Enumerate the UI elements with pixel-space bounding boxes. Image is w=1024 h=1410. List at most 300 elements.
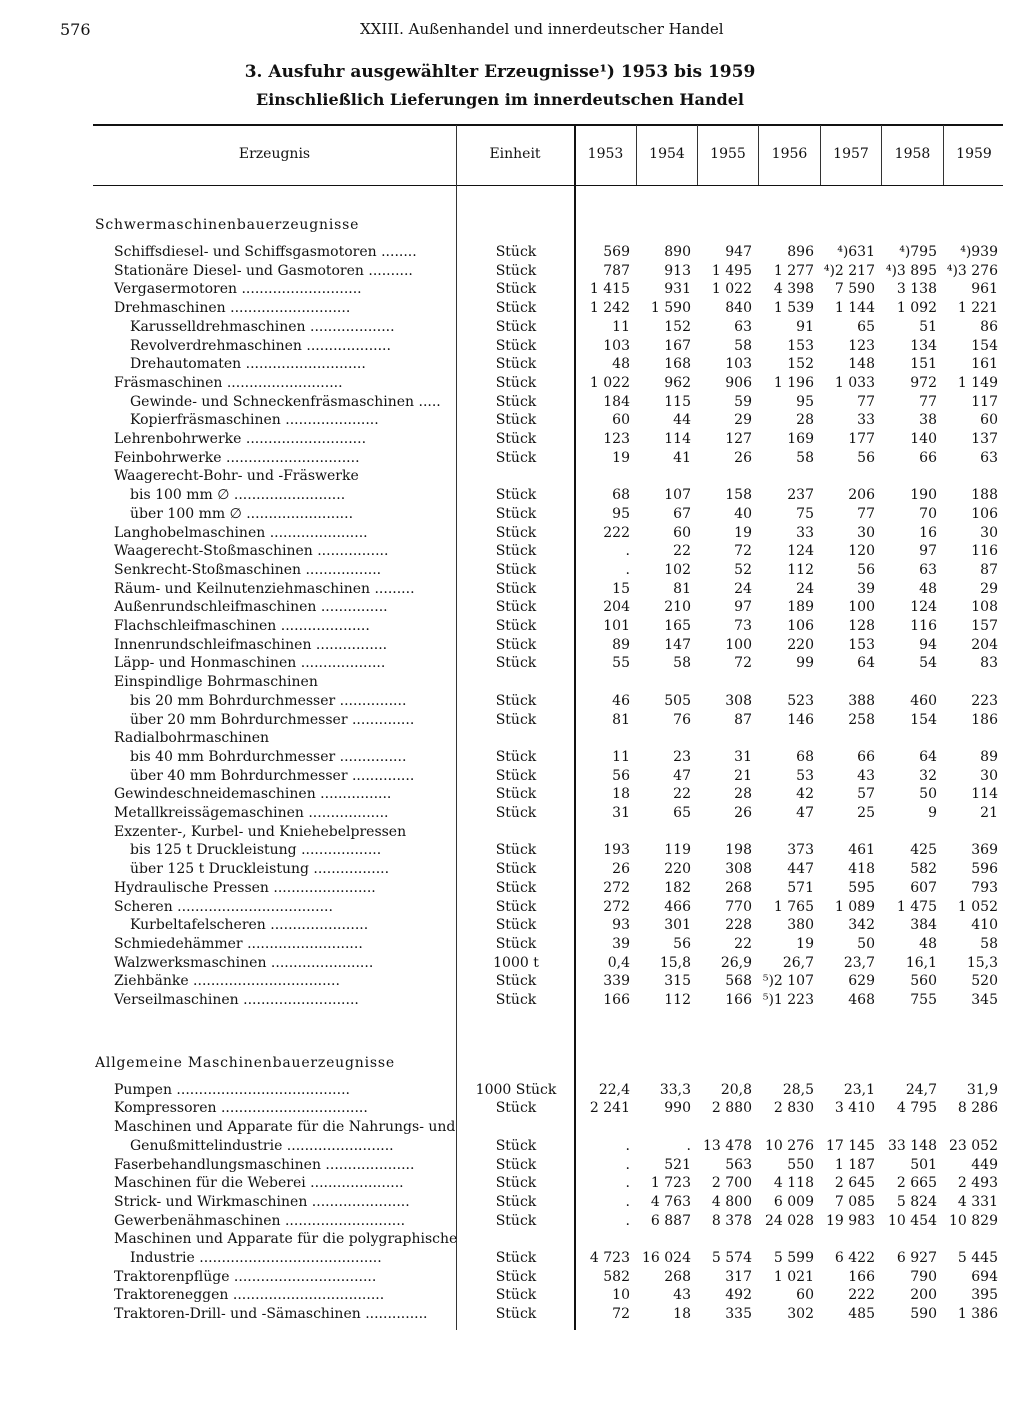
value-cell-1953: 22,4 [598, 1081, 630, 1098]
value-cell-1958: 384 [910, 917, 937, 934]
product-label: Schiffsdiesel- und Schiffsgasmotoren ........ [114, 244, 417, 260]
value-cell-1953: 222 [603, 524, 630, 541]
value-cell-1959: 223 [971, 692, 998, 709]
table-row [0, 1082, 1024, 1101]
value-cell-1953: 2 241 [589, 1100, 630, 1117]
unit-cell: Stück [495, 449, 537, 466]
value-cell-1956: 112 [787, 561, 814, 578]
value-cell-1957: 1 089 [834, 898, 875, 915]
product-label: Walzwerksmaschinen ....................... [114, 954, 374, 971]
unit-cell: Stück [495, 1268, 537, 1285]
product-label: Gewerbenähmaschinen ........................... [114, 1212, 406, 1229]
value-cell-1953: 81 [612, 711, 630, 728]
value-cell-1958: 154 [910, 711, 937, 728]
unit-cell: Stück [495, 1287, 537, 1304]
value-cell-1955: 1 495 [711, 262, 752, 279]
value-cell-1955: 492 [725, 1287, 752, 1304]
value-cell-1956: 99 [796, 655, 814, 672]
unit-cell: Stück [495, 1250, 537, 1266]
value-cell-1959: 1 386 [957, 1306, 998, 1323]
value-cell-1957: 1 144 [834, 300, 875, 317]
value-cell-1958: 16 [919, 524, 937, 541]
value-cell-1958: 755 [910, 992, 937, 1008]
unit-cell: Stück [495, 917, 537, 934]
value-cell-1954: 112 [664, 992, 691, 1008]
value-cell-1958: 32 [919, 767, 937, 784]
value-cell-1956: 152 [787, 356, 814, 373]
value-cell-1954: 115 [664, 393, 691, 410]
value-cell-1956: 220 [787, 636, 814, 653]
value-cell-1957: 23,7 [843, 954, 875, 971]
value-cell-1959: 410 [971, 917, 998, 934]
value-cell-1956: 1 277 [773, 262, 814, 279]
value-cell-1956: 169 [787, 431, 814, 447]
value-cell-1959: 8 286 [957, 1100, 998, 1117]
value-cell-1955: 103 [725, 356, 752, 373]
value-cell-1958: 560 [910, 973, 937, 990]
value-cell-1957: 33 [857, 412, 875, 429]
value-cell-1955: 26,9 [720, 954, 752, 971]
value-cell-1955: 40 [734, 505, 752, 522]
product-label: über 100 mm ∅ ........................ [130, 505, 354, 522]
value-cell-1955: 52 [734, 561, 752, 578]
value-cell-1953: 123 [603, 431, 630, 447]
value-cell-1957: 418 [848, 861, 875, 878]
value-cell-1956: 1 765 [773, 898, 814, 915]
section-heading: Allgemeine Maschinenbauerzeugnisse [95, 1054, 395, 1071]
value-cell-1957: 30 [857, 524, 875, 541]
unit-cell: Stück [495, 318, 537, 335]
table-row [0, 637, 1024, 656]
header-year: 1957 [833, 146, 869, 162]
value-cell-1953: 89 [612, 636, 630, 653]
value-cell-1959: 449 [971, 1156, 998, 1173]
value-cell-1955: 308 [725, 692, 752, 709]
value-cell-1955: 308 [725, 861, 752, 878]
value-cell-1957: 1 187 [834, 1156, 875, 1173]
value-cell-1957: 595 [848, 879, 875, 896]
value-cell-1957: 6 422 [834, 1250, 875, 1266]
value-cell-1958: 2 665 [896, 1175, 937, 1192]
value-cell-1954: 18 [673, 1306, 691, 1323]
value-cell-1959: 10 829 [949, 1212, 998, 1229]
value-cell-1957: 43 [857, 767, 875, 784]
value-cell-1959: 961 [971, 281, 998, 298]
table-row [0, 581, 1024, 600]
value-cell-1955: 2 700 [711, 1175, 752, 1192]
value-cell-1958: ⁴)3 895 [885, 262, 937, 279]
unit-cell: Stück [495, 898, 537, 915]
value-cell-1956: 24 028 [765, 1212, 814, 1229]
value-cell-1954: 44 [673, 412, 691, 429]
unit-cell: Stück [495, 842, 537, 859]
product-label: Feinbohrwerke .............................. [114, 449, 360, 466]
value-cell-1957: 39 [857, 580, 875, 597]
value-cell-1955: 21 [734, 767, 752, 784]
value-cell-1959: 1 149 [957, 374, 998, 391]
value-cell-1954: 931 [664, 281, 691, 298]
value-cell-1953: 103 [603, 337, 630, 354]
value-cell-1959: 137 [971, 431, 998, 447]
value-cell-1958: 10 454 [888, 1212, 937, 1229]
value-cell-1958: 790 [910, 1268, 937, 1285]
table-row [0, 300, 1024, 319]
value-cell-1958: 134 [910, 337, 937, 354]
value-cell-1955: 58 [734, 337, 752, 354]
page-number: 576 [60, 20, 91, 39]
value-cell-1959: 154 [971, 337, 998, 354]
unit-cell: Stück [495, 879, 537, 896]
value-cell-1953: 11 [612, 318, 630, 335]
value-cell-1954: 56 [673, 935, 691, 952]
value-cell-1953: 39 [612, 935, 630, 952]
product-label: Senkrecht-Stoßmaschinen ................. [114, 561, 382, 578]
value-cell-1959: 1 221 [957, 300, 998, 317]
table-row [0, 955, 1024, 974]
unit-cell: Stück [495, 1306, 537, 1323]
unit-cell: Stück [495, 1156, 537, 1173]
value-cell-1956: 26,7 [782, 954, 814, 971]
value-cell-1959: 116 [971, 543, 998, 560]
value-cell-1953: 55 [612, 655, 630, 672]
value-cell-1956: 237 [787, 487, 814, 504]
value-cell-1954: 168 [664, 356, 691, 373]
value-cell-1958: 70 [919, 505, 937, 522]
value-cell-1955: 335 [725, 1306, 752, 1323]
value-cell-1959: 2 493 [957, 1175, 998, 1192]
value-cell-1959: 369 [971, 842, 998, 859]
value-cell-1957: 342 [848, 917, 875, 934]
unit-cell: Stück [495, 711, 537, 728]
header-year: 1955 [710, 146, 746, 162]
table-row [0, 618, 1024, 637]
value-cell-1955: 166 [725, 992, 752, 1008]
value-cell-1959: 89 [980, 748, 998, 765]
value-cell-1953: . [625, 1137, 630, 1154]
value-cell-1954: 301 [664, 917, 691, 934]
product-label: Gewinde- und Schneckenfräsmaschinen ..... [130, 393, 441, 410]
product-label: Einspindlige Bohrmaschinen [114, 674, 318, 691]
section-heading-row [0, 1055, 1024, 1074]
value-cell-1955: 24 [734, 580, 752, 597]
value-cell-1959: 83 [980, 655, 998, 672]
value-cell-1957: 485 [848, 1306, 875, 1323]
product-label: Läpp- und Honmaschinen ................... [114, 655, 386, 672]
value-cell-1954: 220 [664, 861, 691, 878]
value-cell-1955: 127 [725, 431, 752, 447]
value-cell-1957: 258 [848, 711, 875, 728]
value-cell-1959: 31,9 [966, 1081, 998, 1098]
value-cell-1959: 345 [971, 992, 998, 1008]
value-cell-1958: 607 [910, 879, 937, 896]
product-label: Revolverdrehmaschinen ................... [130, 337, 391, 354]
value-cell-1956: 91 [796, 318, 814, 335]
value-cell-1956: 106 [787, 618, 814, 634]
value-cell-1953: 19 [612, 449, 630, 466]
table-row [0, 525, 1024, 544]
value-cell-1954: 67 [673, 505, 691, 522]
value-cell-1958: 66 [919, 449, 937, 466]
value-cell-1958: 5 824 [896, 1193, 937, 1210]
value-cell-1953: 46 [612, 692, 630, 709]
value-cell-1957: 1 033 [834, 374, 875, 391]
unit-cell: Stück [495, 300, 537, 317]
value-cell-1955: 29 [734, 412, 752, 429]
value-cell-1957: 100 [848, 599, 875, 616]
value-cell-1957: 206 [848, 487, 875, 504]
table-row [0, 543, 1024, 562]
value-cell-1955: 22 [734, 935, 752, 952]
value-cell-1953: 166 [603, 992, 630, 1008]
table-row [0, 281, 1024, 300]
value-cell-1956: 58 [796, 449, 814, 466]
value-cell-1959: 106 [971, 505, 998, 522]
value-cell-1957: ⁴)631 [837, 244, 875, 260]
value-cell-1957: 56 [857, 449, 875, 466]
table-row [0, 674, 1024, 693]
value-cell-1957: 19 983 [826, 1212, 875, 1229]
header-year: 1958 [894, 146, 931, 162]
value-cell-1957: 50 [857, 935, 875, 952]
value-cell-1954: 962 [664, 374, 691, 391]
value-cell-1957: 56 [857, 561, 875, 578]
value-cell-1956: 75 [796, 505, 814, 522]
value-cell-1957: 148 [848, 356, 875, 373]
table-row [0, 1231, 1024, 1250]
value-cell-1957: 153 [848, 636, 875, 653]
value-cell-1959: 86 [980, 318, 998, 335]
value-cell-1955: 73 [734, 618, 752, 634]
value-cell-1955: 228 [725, 917, 752, 934]
value-cell-1959: 117 [971, 393, 998, 410]
product-label: Traktorenpflüge ................................ [114, 1268, 377, 1285]
product-label: Hydraulische Pressen ....................... [114, 879, 376, 896]
unit-cell: Stück [495, 1212, 537, 1229]
table-row [0, 375, 1024, 394]
value-cell-1957: 7 590 [834, 281, 875, 298]
value-cell-1954: 22 [673, 786, 691, 803]
value-cell-1955: 1 022 [711, 281, 752, 298]
value-cell-1956: 153 [787, 337, 814, 354]
value-cell-1955: 770 [725, 898, 752, 915]
product-label: Kompressoren ................................. [114, 1100, 368, 1117]
value-cell-1953: 184 [603, 393, 630, 410]
value-cell-1954: 16 024 [642, 1250, 691, 1266]
header-year: 1953 [587, 146, 624, 162]
value-cell-1958: 3 138 [896, 281, 937, 298]
value-cell-1956: 1 539 [773, 300, 814, 317]
value-cell-1954: 22 [673, 543, 691, 560]
value-cell-1957: 7 085 [834, 1193, 875, 1210]
product-label: Pumpen ....................................... [114, 1081, 350, 1098]
value-cell-1956: 550 [787, 1156, 814, 1173]
value-cell-1959: 694 [971, 1268, 998, 1285]
table-row [0, 861, 1024, 880]
value-cell-1959: 1 052 [957, 898, 998, 915]
value-cell-1957: 57 [857, 786, 875, 803]
value-cell-1958: 582 [910, 861, 937, 878]
unit-cell: Stück [495, 412, 537, 429]
product-label: Verseilmaschinen .......................... [114, 992, 359, 1008]
value-cell-1957: 64 [857, 655, 875, 672]
value-cell-1959: 58 [980, 935, 998, 952]
product-label: Fräsmaschinen .......................... [114, 374, 343, 391]
header-year: 1959 [956, 146, 992, 162]
value-cell-1959: 30 [980, 524, 998, 541]
value-cell-1959: 596 [971, 861, 998, 878]
value-cell-1958: 460 [910, 692, 937, 709]
value-cell-1955: 72 [734, 655, 752, 672]
table-title: 3. Ausfuhr ausgewählter Erzeugnisse¹) 1953 bis 1959 [244, 62, 756, 82]
value-cell-1953: 4 723 [589, 1250, 630, 1266]
value-cell-1954: 268 [664, 1268, 691, 1285]
value-cell-1959: 108 [971, 599, 998, 616]
value-cell-1959: 15,3 [966, 954, 998, 971]
value-cell-1955: 63 [734, 318, 752, 335]
table-row [0, 992, 1024, 1011]
product-label: Exzenter-, Kurbel- und Kniehebelpressen [114, 823, 407, 840]
value-cell-1954: 4 763 [650, 1193, 691, 1210]
value-cell-1958: 151 [910, 356, 937, 373]
value-cell-1955: 20,8 [720, 1081, 752, 1098]
unit-cell: Stück [495, 262, 537, 279]
table-row [0, 1157, 1024, 1176]
table-row [0, 824, 1024, 843]
value-cell-1953: . [625, 561, 630, 578]
table-row [0, 356, 1024, 375]
table-row [0, 899, 1024, 918]
value-cell-1958: 1 092 [896, 300, 937, 317]
value-cell-1958: 50 [919, 786, 937, 803]
value-cell-1959: 87 [980, 561, 998, 578]
value-cell-1956: 95 [796, 393, 814, 410]
unit-cell: Stück [495, 431, 537, 447]
unit-cell: Stück [495, 599, 537, 616]
value-cell-1958: 38 [919, 412, 937, 429]
table-row [0, 693, 1024, 712]
table-row [0, 468, 1024, 487]
table-row [0, 786, 1024, 805]
value-cell-1955: 31 [734, 748, 752, 765]
value-cell-1953: 204 [603, 599, 630, 616]
value-cell-1954: 65 [673, 805, 691, 821]
product-label: über 40 mm Bohrdurchmesser .............. [130, 767, 415, 784]
value-cell-1956: 896 [787, 244, 814, 260]
product-label: bis 125 t Druckleistung .................. [130, 842, 382, 859]
value-cell-1959: ⁴)939 [960, 244, 998, 260]
value-cell-1955: 568 [725, 973, 752, 990]
value-cell-1953: 569 [603, 244, 630, 260]
table-row [0, 805, 1024, 824]
product-label: bis 20 mm Bohrdurchmesser ............... [130, 692, 407, 709]
unit-cell: Stück [495, 935, 537, 952]
product-label: Maschinen und Apparate für die polygraphische [114, 1231, 458, 1248]
value-cell-1953: 48 [612, 356, 630, 373]
value-cell-1958: 9 [928, 805, 937, 821]
value-cell-1953: 787 [603, 262, 630, 279]
value-cell-1957: 65 [857, 318, 875, 335]
value-cell-1955: 26 [734, 449, 752, 466]
value-cell-1953: 15 [612, 580, 630, 597]
value-cell-1957: 17 145 [826, 1137, 875, 1154]
table-row [0, 244, 1024, 263]
product-label: Genußmittelindustrie ........................ [130, 1137, 394, 1154]
value-cell-1953: 72 [612, 1306, 630, 1323]
product-label: über 20 mm Bohrdurchmesser .............. [130, 711, 415, 728]
value-cell-1955: 268 [725, 879, 752, 896]
unit-cell: Stück [495, 636, 537, 653]
value-cell-1956: 4 398 [773, 281, 814, 298]
value-cell-1957: 120 [848, 543, 875, 560]
value-cell-1953: 10 [612, 1287, 630, 1304]
value-cell-1958: 77 [919, 393, 937, 410]
unit-cell: Stück [495, 655, 537, 672]
value-cell-1954: 505 [664, 692, 691, 709]
product-label: Traktoren-Drill- und -Sämaschinen .............. [114, 1306, 428, 1323]
value-cell-1953: 60 [612, 412, 630, 429]
value-cell-1958: 48 [919, 580, 937, 597]
value-cell-1953: 1 022 [589, 374, 630, 391]
product-label: bis 40 mm Bohrdurchmesser ............... [130, 748, 407, 765]
value-cell-1959: 23 052 [949, 1137, 998, 1154]
value-cell-1958: 51 [919, 318, 937, 335]
unit-cell: 1000 Stück [475, 1081, 557, 1098]
product-label: Kurbeltafelscheren ...................... [130, 917, 369, 934]
value-cell-1956: 380 [787, 917, 814, 934]
value-cell-1953: 339 [603, 973, 630, 990]
table-row [0, 319, 1024, 338]
product-label: Karusselldrehmaschinen ................... [130, 318, 395, 335]
value-cell-1959: 114 [971, 786, 998, 803]
value-cell-1954: 466 [664, 898, 691, 915]
header-year: 1956 [771, 146, 808, 162]
value-cell-1958: 1 475 [896, 898, 937, 915]
product-label: Kopierfräsmaschinen ..................... [130, 412, 379, 429]
value-cell-1957: 25 [857, 805, 875, 821]
section-title: XXIII. Außenhandel und innerdeutscher Handel [360, 20, 724, 38]
value-cell-1957: 128 [848, 618, 875, 634]
product-label: Langhobelmaschinen ...................... [114, 524, 368, 541]
value-cell-1953: . [625, 543, 630, 560]
unit-cell: Stück [495, 393, 537, 410]
product-label: Drehautomaten ........................... [130, 356, 366, 373]
value-cell-1955: 72 [734, 543, 752, 560]
value-cell-1956: 47 [796, 805, 814, 821]
unit-cell: Stück [495, 805, 537, 821]
product-label: Stationäre Diesel- und Gasmotoren .......... [114, 262, 413, 279]
unit-cell: Stück [495, 786, 537, 803]
value-cell-1957: 23,1 [843, 1081, 875, 1098]
value-cell-1959: ⁴)3 276 [946, 262, 998, 279]
unit-cell: Stück [495, 1137, 537, 1154]
value-cell-1956: 42 [796, 786, 814, 803]
value-cell-1953: 31 [612, 805, 630, 821]
product-label: Schmiedehämmer .......................... [114, 935, 363, 952]
unit-cell: Stück [495, 861, 537, 878]
value-cell-1954: 107 [664, 487, 691, 504]
value-cell-1955: 26 [734, 805, 752, 821]
value-cell-1954: 47 [673, 767, 691, 784]
value-cell-1958: 200 [910, 1287, 937, 1304]
value-cell-1959: 793 [971, 879, 998, 896]
value-cell-1956: 1 021 [773, 1268, 814, 1285]
value-cell-1953: 101 [603, 618, 630, 634]
value-cell-1956: 19 [796, 935, 814, 952]
unit-cell: Stück [495, 1175, 537, 1192]
table-row [0, 730, 1024, 749]
product-label: Lehrenbohrwerke ........................... [114, 431, 367, 447]
value-cell-1954: 152 [664, 318, 691, 335]
